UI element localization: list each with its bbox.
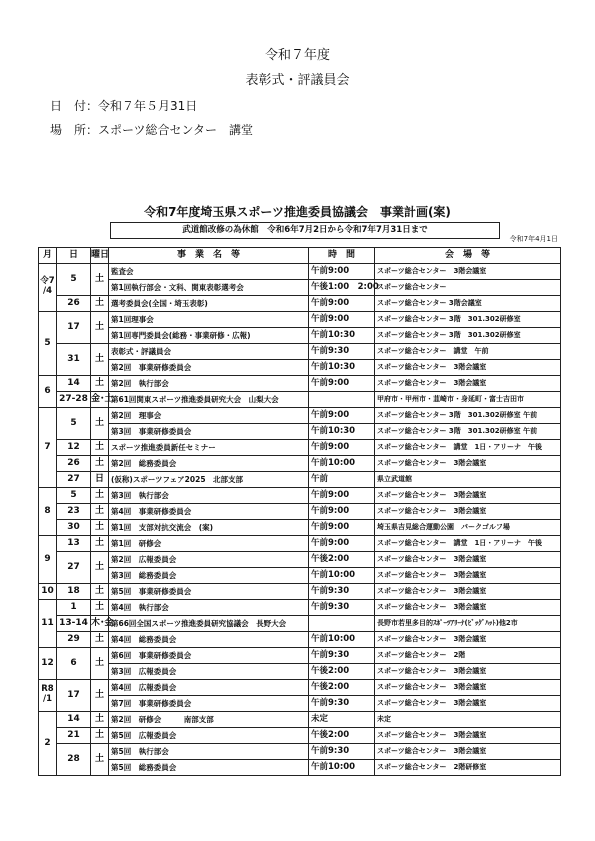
venue-cell: スポーツ総合センター 3階会議室 — [375, 456, 561, 472]
table-row — [39, 728, 561, 744]
event-cell: 第5回 総務委員会 — [109, 760, 309, 776]
day-cell: 29 — [57, 632, 91, 648]
day-cell: 21 — [57, 728, 91, 744]
event-cell: 第66回全国スポーツ推進委員研究協議会 長野大会 — [109, 616, 309, 632]
venue-cell: スポーツ総合センター 2階 — [375, 648, 561, 664]
time-cell: 午前10:00 — [309, 456, 375, 472]
event-cell: 第2回 総務委員会 — [109, 456, 309, 472]
time-cell: 午前10:30 — [309, 424, 375, 440]
event-cell: 選考委員会(全国・埼玉表彰) — [109, 296, 309, 312]
venue-cell: 県立武道館 — [375, 472, 561, 488]
time-cell: 午前9:00 — [309, 520, 375, 536]
time-cell: 未定 — [309, 712, 375, 728]
event-cell: スポーツ推進委員新任セミナー — [109, 440, 309, 456]
venue-cell: 埼玉県吉見総合運動公園 パークゴルフ場 — [375, 520, 561, 536]
event-cell: 第4回 事業研修委員会 — [109, 504, 309, 520]
event-cell: 第3回 総務委員会 — [109, 568, 309, 584]
venue-cell: スポーツ総合センター 3階 301.302研修室 — [375, 328, 561, 344]
event-cell: 第5回 広報委員会 — [109, 728, 309, 744]
venue-cell: スポーツ総合センター 講堂 1日・アリーナ 午後 — [375, 536, 561, 552]
table-row — [39, 312, 561, 328]
event-cell: 第4回 執行部会 — [109, 600, 309, 616]
day-cell: 17 — [57, 312, 91, 344]
time-cell — [309, 616, 375, 632]
month-label: R8 /1 — [41, 684, 54, 704]
event-cell: 第2回 広報委員会 — [109, 552, 309, 568]
time-cell: 午前10:00 — [309, 760, 375, 776]
day-cell: 17 — [57, 680, 91, 712]
column-header-weekday: 曜日 — [91, 248, 109, 264]
time-cell: 午後2:00 — [309, 680, 375, 696]
weekday-cell: 日 — [91, 472, 109, 488]
table-row — [39, 360, 561, 376]
day-cell: 5 — [57, 488, 91, 504]
day-cell: 13-14 — [57, 616, 91, 632]
month-cell: 8 — [39, 488, 57, 536]
day-cell: 14 — [57, 376, 91, 392]
plan-title: 令和7年度埼玉県スポーツ推進委員協議会 事業計画(案) — [144, 205, 451, 219]
venue-cell: スポーツ総合センター 3階会議室 — [375, 632, 561, 648]
venue-cell: スポーツ総合センター 3階会議室 — [375, 376, 561, 392]
day-cell: 5 — [57, 408, 91, 440]
venue-cell: スポーツ総合センター 3階会議室 — [375, 488, 561, 504]
table-row — [39, 472, 561, 488]
weekday-cell: 土 — [91, 408, 109, 440]
time-cell: 午前9:00 — [309, 264, 375, 280]
time-cell — [309, 392, 375, 408]
venue-cell: スポーツ総合センター 3階会議室 — [375, 664, 561, 680]
venue-cell: スポーツ総合センター 3階会議室 — [375, 600, 561, 616]
month-cell — [39, 680, 57, 712]
day-cell: 14 — [57, 712, 91, 728]
column-header-venue: 会 場 等 — [375, 248, 561, 264]
column-header-time: 時 間 — [309, 248, 375, 264]
day-cell: 6 — [57, 648, 91, 680]
venue-cell: スポーツ総合センター 3階会議室 — [375, 360, 561, 376]
venue-cell: スポーツ総合センター 3階会議室 — [375, 552, 561, 568]
weekday-cell: 土 — [91, 680, 109, 712]
venue-cell: 長野市若里多目的ｽﾎﾟｰﾂｱﾘｰﾅ(ﾋﾞｯｸﾞﾊｯﾄ)他2市 — [375, 616, 561, 632]
event-cell: 第6回 事業研修委員会 — [109, 648, 309, 664]
weekday-cell: 土 — [91, 440, 109, 456]
event-cell: 監査会 — [109, 264, 309, 280]
weekday-cell: 土 — [91, 584, 109, 600]
venue-cell: スポーツ総合センター 3階会議室 — [375, 696, 561, 712]
table-row — [39, 456, 561, 472]
weekday-cell: 土 — [91, 728, 109, 744]
weekday-cell: 土 — [91, 520, 109, 536]
event-cell: (仮称)スポーツフェア2025 北部支部 — [109, 472, 309, 488]
venue-cell: スポーツ総合センター 3階会議室 — [375, 568, 561, 584]
table-header-row — [39, 248, 561, 264]
month-cell: 5 — [39, 312, 57, 376]
document-title: 令和７年度 — [264, 48, 330, 63]
time-cell: 午前9:00 — [309, 488, 375, 504]
time-cell: 午前9:00 — [309, 536, 375, 552]
month-cell: 11 — [39, 600, 57, 648]
venue-cell: スポーツ総合センター 3階 301.302研修室 午前 — [375, 424, 561, 440]
day-cell: 28 — [57, 744, 91, 776]
event-cell: 第5回 事業研修委員会 — [109, 584, 309, 600]
column-header-event: 事 業 名 等 — [109, 248, 309, 264]
venue-cell: スポーツ総合センター — [375, 280, 561, 296]
event-cell: 第3回 広報委員会 — [109, 664, 309, 680]
event-cell: 第2回 事業研修委員会 — [109, 360, 309, 376]
table-row — [39, 648, 561, 664]
weekday-cell: 土 — [91, 632, 109, 648]
table-row — [39, 584, 561, 600]
month-cell: 9 — [39, 536, 57, 584]
day-cell: 31 — [57, 344, 91, 376]
weekday-cell: 金･土 — [91, 392, 109, 408]
time-cell: 午前9:30 — [309, 696, 375, 712]
table-row — [39, 632, 561, 648]
venue-cell: スポーツ総合センター 3階会議室 — [375, 504, 561, 520]
table-row — [39, 568, 561, 584]
weekday-cell: 土 — [91, 344, 109, 376]
table-row — [39, 344, 561, 360]
table-row — [39, 424, 561, 440]
time-cell: 午前9:30 — [309, 600, 375, 616]
weekday-cell: 土 — [91, 648, 109, 680]
table-row — [39, 440, 561, 456]
table-row — [39, 744, 561, 760]
day-cell: 23 — [57, 504, 91, 520]
venue-cell: スポーツ総合センター 3階会議室 — [375, 584, 561, 600]
table-row — [39, 712, 561, 728]
venue-cell: 甲府市・甲州市・韮崎市・身延町・富士吉田市 — [375, 392, 561, 408]
table-row — [39, 536, 561, 552]
event-cell: 第4回 広報委員会 — [109, 680, 309, 696]
time-cell: 午後2:00 — [309, 728, 375, 744]
table-row — [39, 376, 561, 392]
time-cell: 午前 — [309, 472, 375, 488]
weekday-cell: 土 — [91, 712, 109, 728]
day-cell: 13 — [57, 536, 91, 552]
time-cell: 午前9:00 — [309, 504, 375, 520]
time-cell: 午前9:30 — [309, 744, 375, 760]
day-cell: 27 — [57, 472, 91, 488]
time-cell: 午後2:00 — [309, 552, 375, 568]
venue-cell: スポーツ総合センター 3階会議室 — [375, 744, 561, 760]
time-cell: 午前10:00 — [309, 632, 375, 648]
day-cell: 27 — [57, 552, 91, 584]
column-header-month: 月 — [39, 248, 57, 264]
weekday-cell: 土 — [91, 552, 109, 584]
weekday-cell: 土 — [91, 456, 109, 472]
event-cell: 第7回 事業研修委員会 — [109, 696, 309, 712]
venue-cell: スポーツ総合センター 3階会議室 — [375, 264, 561, 280]
time-cell: 午前9:00 — [309, 440, 375, 456]
time-cell: 午前9:30 — [309, 584, 375, 600]
event-cell: 第1回執行部会・文科、関東表彰選考会 — [109, 280, 309, 296]
weekday-cell: 土 — [91, 488, 109, 504]
table-row — [39, 280, 561, 296]
venue-cell: スポーツ総合センター 講堂 午前 — [375, 344, 561, 360]
as-of-date: 令和7年4月1日 — [509, 235, 558, 243]
time-cell: 午後1:00 2:00 — [309, 280, 375, 296]
schedule-body — [39, 264, 561, 776]
place-line: 場 所：スポーツ総合センター 講堂 — [50, 123, 254, 137]
weekday-cell: 土 — [91, 536, 109, 552]
day-cell: 26 — [57, 296, 91, 312]
time-cell: 午前9:00 — [309, 376, 375, 392]
table-row — [39, 296, 561, 312]
event-cell: 表彰式・評議員会 — [109, 344, 309, 360]
event-cell: 第3回 事業研修委員会 — [109, 424, 309, 440]
venue-cell: スポーツ総合センター 3階会議室 — [375, 296, 561, 312]
table-row — [39, 552, 561, 568]
weekday-cell: 土 — [91, 376, 109, 392]
day-cell: 27-28 — [57, 392, 91, 408]
event-cell: 第2回 執行部会 — [109, 376, 309, 392]
venue-cell: スポーツ総合センター 3階会議室 — [375, 680, 561, 696]
event-cell: 第3回 執行部会 — [109, 488, 309, 504]
table-row — [39, 664, 561, 680]
event-cell: 第2回 理事会 — [109, 408, 309, 424]
table-row — [39, 488, 561, 504]
event-cell: 第2回 研修会 南部支部 — [109, 712, 309, 728]
date-line: 日 付：令和７年５月31日 — [50, 99, 198, 113]
day-cell: 18 — [57, 584, 91, 600]
day-cell: 26 — [57, 456, 91, 472]
event-cell: 第1回理事会 — [109, 312, 309, 328]
event-cell: 第4回 総務委員会 — [109, 632, 309, 648]
table-row — [39, 600, 561, 616]
venue-cell: 未定 — [375, 712, 561, 728]
event-cell: 第1回 研修会 — [109, 536, 309, 552]
weekday-cell: 木･金 — [91, 616, 109, 632]
weekday-cell: 土 — [91, 312, 109, 344]
event-cell: 第1回専門委員会(総務・事業研修・広報) — [109, 328, 309, 344]
month-label: 令7 /4 — [40, 276, 55, 296]
venue-cell: スポーツ総合センター 3階 301.302研修室 — [375, 312, 561, 328]
weekday-cell: 土 — [91, 296, 109, 312]
weekday-cell: 土 — [91, 600, 109, 616]
month-cell: 6 — [39, 376, 57, 408]
time-cell: 午前9:00 — [309, 296, 375, 312]
day-cell: 12 — [57, 440, 91, 456]
document-subtitle: 表彰式・評議員会 — [245, 73, 350, 88]
table-row — [39, 760, 561, 776]
day-cell: 5 — [57, 264, 91, 296]
month-cell: 2 — [39, 712, 57, 776]
time-cell: 午前10:00 — [309, 568, 375, 584]
event-cell: 第5回 執行部会 — [109, 744, 309, 760]
venue-cell: スポーツ総合センター 3階 301.302研修室 午前 — [375, 408, 561, 424]
schedule-table — [38, 247, 561, 776]
event-cell: 第61回関東スポーツ推進委員研究大会 山梨大会 — [109, 392, 309, 408]
table-row — [39, 616, 561, 632]
venue-cell: スポーツ総合センター 2階研修室 — [375, 760, 561, 776]
time-cell: 午前9:00 — [309, 408, 375, 424]
month-cell: 12 — [39, 648, 57, 680]
table-row — [39, 264, 561, 280]
table-row — [39, 408, 561, 424]
table-row — [39, 520, 561, 536]
day-cell: 1 — [57, 600, 91, 616]
time-cell: 午前10:30 — [309, 328, 375, 344]
table-row — [39, 328, 561, 344]
table-row — [39, 392, 561, 408]
time-cell: 午後2:00 — [309, 664, 375, 680]
weekday-cell: 土 — [91, 264, 109, 296]
weekday-cell: 土 — [91, 744, 109, 776]
venue-cell: スポーツ総合センター 講堂 1日・アリーナ 午後 — [375, 440, 561, 456]
time-cell: 午前9:00 — [309, 312, 375, 328]
month-cell: 7 — [39, 408, 57, 488]
closure-note: 武道館改修の為休館 令和6年7月2日から令和7年7月31日まで — [110, 222, 500, 239]
month-cell: 10 — [39, 584, 57, 600]
time-cell: 午前9:30 — [309, 344, 375, 360]
table-row — [39, 680, 561, 696]
weekday-cell: 土 — [91, 504, 109, 520]
day-cell: 30 — [57, 520, 91, 536]
table-row — [39, 696, 561, 712]
column-header-day: 日 — [57, 248, 91, 264]
venue-cell: スポーツ総合センター 3階会議室 — [375, 728, 561, 744]
event-cell: 第1回 支部対抗交流会 (案) — [109, 520, 309, 536]
table-row — [39, 504, 561, 520]
time-cell: 午前9:30 — [309, 648, 375, 664]
time-cell: 午前10:30 — [309, 360, 375, 376]
month-cell — [39, 264, 57, 312]
